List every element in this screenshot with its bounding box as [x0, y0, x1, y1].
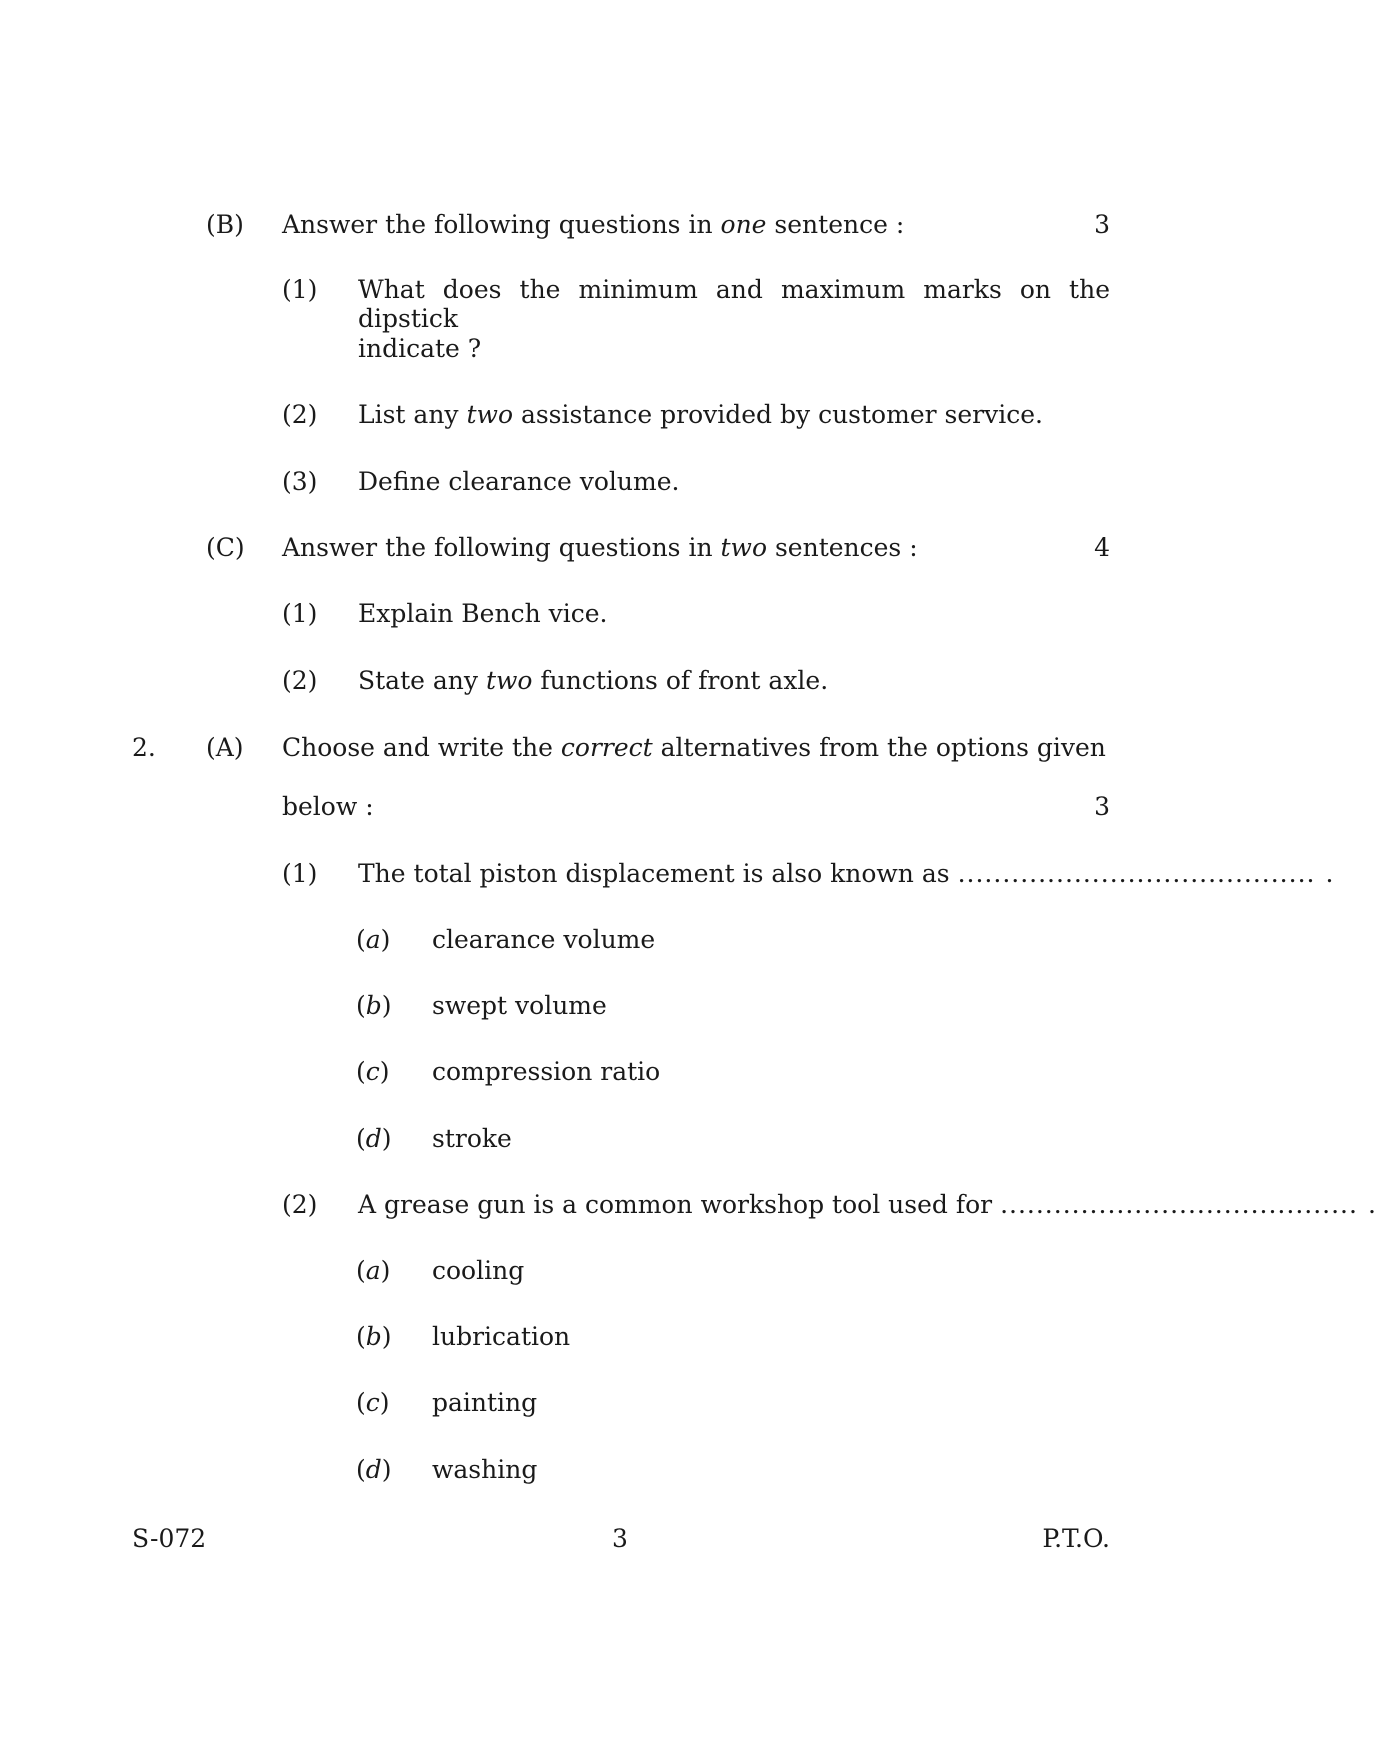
option-label: (c)	[356, 1057, 390, 1086]
section-c-marks: 4	[1094, 533, 1110, 562]
question-number: (2)	[282, 666, 318, 695]
section-a-instruction-continued: below :	[282, 792, 374, 821]
question-text: State any two functions of front axle.	[358, 666, 829, 695]
option-text: clearance volume	[432, 925, 656, 954]
option-text: cooling	[432, 1256, 525, 1285]
question-number: (1)	[282, 599, 318, 628]
option-text: washing	[432, 1455, 538, 1484]
fill-in-blank-question	[358, 1190, 1376, 1219]
question-number: (2)	[282, 1190, 318, 1219]
option-label: (a)	[356, 1256, 391, 1285]
blank-dots: ........................................	[957, 859, 1316, 888]
option-label: (b)	[356, 1322, 392, 1351]
section-b-label: (B)	[206, 210, 244, 239]
page-number: 3	[612, 1524, 628, 1553]
question-text: The total piston displacement is also known as	[358, 859, 950, 888]
section-b-instruction: Answer the following questions in one sentence :	[282, 210, 905, 239]
blank-dots: ........................................	[1000, 1190, 1358, 1219]
question-end: .	[1325, 859, 1334, 888]
question-text-continued: indicate ?	[358, 334, 482, 363]
question-end: .	[1367, 1190, 1376, 1219]
option-text: lubrication	[432, 1322, 571, 1351]
option-label: (d)	[356, 1455, 392, 1484]
section-a-label: (A)	[206, 733, 244, 762]
question-text: List any two assistance provided by customer service.	[358, 400, 1043, 429]
option-label: (b)	[356, 991, 392, 1020]
option-text: swept volume	[432, 991, 607, 1020]
option-label: (a)	[356, 925, 391, 954]
section-a-instruction: Choose and write the correct alternatives from the options given	[282, 733, 1106, 762]
question-number: (2)	[282, 400, 318, 429]
question-text: Define clearance volume.	[358, 467, 680, 496]
please-turn-over: P.T.O.	[1042, 1524, 1110, 1553]
section-c-instruction: Answer the following questions in two sentences :	[282, 533, 918, 562]
option-text: stroke	[432, 1124, 512, 1153]
option-label: (c)	[356, 1388, 390, 1417]
question-2-number: 2.	[132, 733, 156, 762]
option-label: (d)	[356, 1124, 392, 1153]
question-number: (1)	[282, 859, 318, 888]
question-text: What does the minimum and maximum marks on the dipstick	[358, 275, 1110, 333]
fill-in-blank-question	[358, 859, 1334, 888]
option-text: painting	[432, 1388, 538, 1417]
question-text: A grease gun is a common workshop tool used for	[358, 1190, 993, 1219]
section-b-marks: 3	[1094, 210, 1110, 239]
section-a-marks: 3	[1094, 792, 1110, 821]
question-number: (1)	[282, 275, 318, 304]
option-text: compression ratio	[432, 1057, 661, 1086]
paper-code: S-072	[132, 1524, 207, 1553]
question-number: (3)	[282, 467, 318, 496]
section-c-label: (C)	[206, 533, 245, 562]
question-text: Explain Bench vice.	[358, 599, 608, 628]
